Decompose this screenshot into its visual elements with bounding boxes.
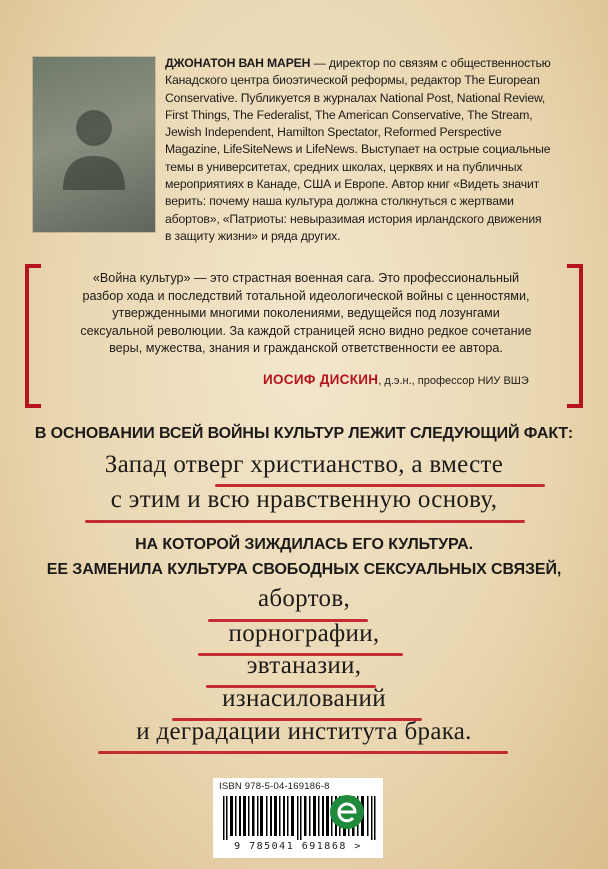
barcode-number: 9 785041 691868 > [234,841,362,852]
isbn-label: ISBN 978-5-04-169186-8 [219,781,330,792]
attribution-name: ИОСИФ ДИСКИН [263,372,379,387]
bio-line-0: ДЖОНАТОН ВАН МАРЕН — директор по связям с общественностью [165,56,551,70]
author-name: ДЖОНАТОН ВАН МАРЕН [165,56,311,70]
bio-line-9: абортов», «Патриоты: невыразимая история ирландского движения [165,211,542,226]
quote-line-2: утвержденными многими поколениями, ведущейся под лозунгами [112,306,500,320]
author-bio [165,55,580,245]
item-abortions: абортов, [257,585,351,612]
attribution-role: , д.э.н., профессор НИУ ВШЭ [378,375,529,387]
bio-line-6: темы в университетах, средних школах, церквях и на публичных [165,159,523,174]
underline-2 [85,520,525,523]
quote-text [67,270,545,358]
quote-line-1: разбор хода и последствий тотальной идеологической войны с ценностями, [82,288,530,303]
statement-line-4: ЕЕ ЗАМЕНИЛА КУЛЬТУРА СВОБОДНЫХ СЕКСУАЛЬНЫХ СВЯЗЕЙ, [46,561,562,578]
left-bracket [25,264,41,408]
bio-line-8: верить: почему наша культура должна столкнуться с жертвами [165,194,514,209]
statement-line-1: Запад отверг христианство, а вместе [104,451,504,478]
statement-line-2: с этим и всю нравственную основу, [110,486,498,513]
quote-attribution [263,372,529,387]
quote-line-0: «Война культур» — это страстная военная сага. Это профессиональный [92,271,520,285]
statement-heading: В ОСНОВАНИИ ВСЕЙ ВОЙНЫ КУЛЬТУР ЛЕЖИТ СЛЕДУЮЩИЙ ФАКТ: [34,425,574,442]
item-rapes: изнасилований [222,685,386,712]
quote-line-3: сексуальной революции. За каждой страницей ясно видно редкое сочетание [80,323,532,338]
bio-line-2: Conservative. Публикуется в журналах National Post, National Review, [165,90,546,105]
item-pornography: порнографии, [228,620,380,647]
bio-line-4: Jewish Independent, Hamilton Spectator, Reformed Perspective [165,125,502,140]
item-marriage: и деградации института брака. [136,718,472,745]
person-icon [59,100,129,190]
bio-line-10: в защиту жизни» и ряда других. [165,228,341,243]
statement-line-3: НА КОТОРОЙ ЗИЖДИЛАСЬ ЕГО КУЛЬТУРА. [135,536,473,553]
item-euthanasia: эвтаназии, [246,652,362,679]
bio-line-1: Канадского центра биоэтической реформы, редактор The European [165,73,540,88]
quote-line-4: веры, мужества, знания и гражданской ответственности ее автора. [109,341,503,355]
bio-line-5: Magazine, LifeSiteNews и LifeNews. Выступает на острые социальные [165,142,551,157]
publisher-logo-icon [329,794,365,830]
bio-line-3: First Things, The Federalist, The American Conservative, The Stream, [165,107,533,122]
right-bracket [567,264,583,408]
author-photo [33,57,155,232]
endorsement-quote [25,264,583,404]
underline-7 [98,751,508,754]
bio-line-7: мероприятиях в Канаде, США и Европе. Автор книг «Видеть значит [165,177,540,192]
